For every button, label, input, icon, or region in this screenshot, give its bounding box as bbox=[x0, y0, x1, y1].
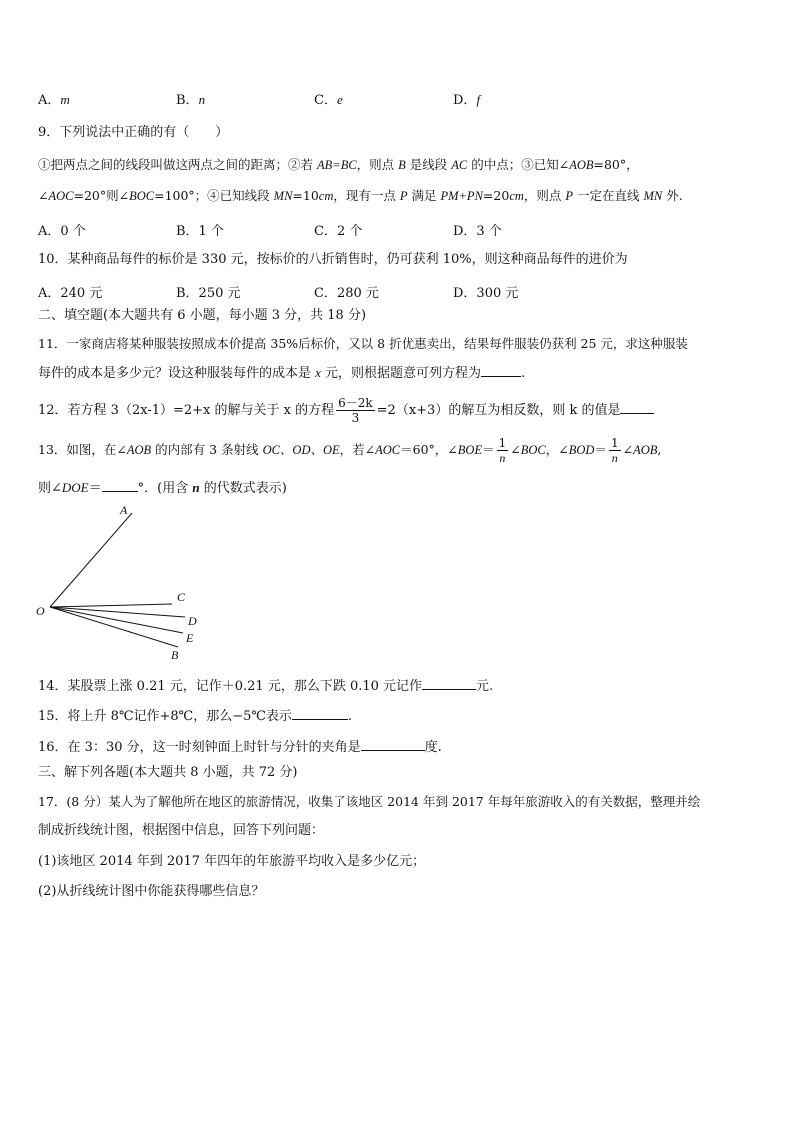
q10-option-b: B．250 元 bbox=[176, 286, 241, 301]
ray-ob bbox=[50, 607, 178, 647]
fraction: $\frac{1}{n}$ bbox=[610, 436, 619, 465]
option-letter: D． bbox=[453, 93, 477, 108]
q16-line: 16．在 3：30 分，这一时刻钟面上时针与分针的夹角是 度. bbox=[38, 740, 442, 755]
option-value: e bbox=[336, 92, 343, 107]
q17-line2: 制成折线统计图，根据图中信息，回答下列问题： bbox=[38, 823, 325, 838]
q8-option-a bbox=[38, 89, 70, 108]
answer-blank bbox=[481, 364, 521, 377]
q10-option-c: C．280 元 bbox=[314, 286, 379, 301]
option-letter: B． bbox=[176, 93, 199, 108]
ray-od bbox=[50, 607, 185, 617]
q9-line2: ∠AOC=20°则∠BOC=100°；④已知线段 MN=10cm，现有一点 P 满足 PM+PN=20cm，则点 P 一定在直线 MN 外. bbox=[38, 188, 683, 203]
q8-option-b bbox=[176, 89, 205, 108]
q17-line1: 17．(8 分）某人为了解他所在地区的旅游情况，收集了该地区 2014 年到 2017 年每年旅游收入的有关数据，整理并绘 bbox=[38, 794, 701, 809]
option-value: n bbox=[198, 92, 206, 107]
label-o: O bbox=[36, 604, 45, 618]
answer-blank bbox=[292, 707, 348, 720]
answer-blank bbox=[620, 401, 654, 414]
q9-option-d: D．3 个 bbox=[453, 224, 502, 239]
q12-line: 12．若方程 3（2x-1）=2+x 的解与关于 x 的方程 $\frac{6-2k}{3}$ =2（x+3）的解互为相反数，则 k 的值是 bbox=[38, 393, 654, 429]
ray-oc bbox=[50, 604, 172, 607]
q9-option-c: C．2 个 bbox=[314, 224, 363, 239]
q8-option-d bbox=[453, 89, 480, 108]
answer-blank bbox=[422, 677, 476, 690]
angle-figure bbox=[30, 500, 220, 670]
q9-option-b: B．1 个 bbox=[176, 224, 224, 239]
label-e: E bbox=[186, 631, 194, 645]
answer-blank bbox=[102, 479, 138, 492]
section-3-heading: 三、解下列各题(本大题共 8 小题，共 72 分) bbox=[38, 765, 298, 780]
label-a: A bbox=[120, 503, 128, 517]
option-letter: C． bbox=[314, 93, 337, 108]
q13-line1: 13．如图，在∠AOB 的内部有 3 条射线 OC、OD、OE，若∠AOC＝60°，∠BOE＝ $\frac{1}{n}$ ∠BOC，∠BOD＝ $\frac{1}{n}$ ∠AOB, bbox=[38, 436, 662, 465]
q10-stem: 10．某种商品每件的标价是 330 元，按标价的八折销售时，仍可获利 10%，则这种商品每件的进价为 bbox=[38, 252, 628, 267]
q10-option-d: D．300 元 bbox=[453, 286, 519, 301]
q10-option-a: A．240 元 bbox=[38, 286, 103, 301]
q17-sub2: (2)从折线统计图中你能获得哪些信息？ bbox=[38, 884, 265, 899]
ray-oe bbox=[50, 607, 183, 633]
option-value: f bbox=[476, 92, 481, 107]
q11-line2: 每件的成本是多少元？设这种服装每件的成本是 x 元，则根据题意可列方程为 . bbox=[38, 365, 526, 381]
q8-option-c bbox=[314, 89, 343, 108]
label-d: D bbox=[188, 614, 197, 628]
q9-stem: 9．下列说法中正确的有（ ） bbox=[38, 125, 229, 140]
q9-option-a: A．0 个 bbox=[38, 224, 86, 239]
option-value: m bbox=[60, 92, 70, 107]
fraction: $\frac{6-2k}{3}$ bbox=[338, 396, 373, 425]
q9-line1: ①把两点之间的线段叫做这两点之间的距离；②若 AB=BC，则点 B 是线段 AC 的中点；③已知∠AOB=80°， bbox=[38, 157, 639, 172]
q14-line: 14．某股票上涨 0.21 元，记作＋0.21 元，那么下跌 0.10 元记作 元. bbox=[38, 679, 494, 694]
option-letter: A． bbox=[38, 93, 61, 108]
answer-blank bbox=[361, 738, 425, 751]
ray-oa bbox=[50, 513, 132, 607]
q13-line2: 则∠DOE＝ °．(用含 n 的代数式表示) bbox=[38, 480, 287, 496]
q11-line1: 11．一家商店将某种服装按照成本价提高 35%后标价，又以 8 折优惠卖出，结果每件服装仍获利 25 元，求这种服装 bbox=[38, 336, 688, 351]
label-b: B bbox=[171, 648, 179, 662]
section-2-heading: 二、填空题(本大题共有 6 小题，每小题 3 分，共 18 分) bbox=[38, 308, 367, 323]
q15-line: 15．将上升 8℃记作+8℃，那么−5℃表示 . bbox=[38, 709, 353, 724]
fraction: $\frac{1}{n}$ bbox=[498, 436, 507, 465]
q17-sub1: (1)该地区 2014 年到 2017 年四年的年旅游平均收入是多少亿元； bbox=[38, 854, 426, 869]
label-c: C bbox=[177, 590, 186, 604]
